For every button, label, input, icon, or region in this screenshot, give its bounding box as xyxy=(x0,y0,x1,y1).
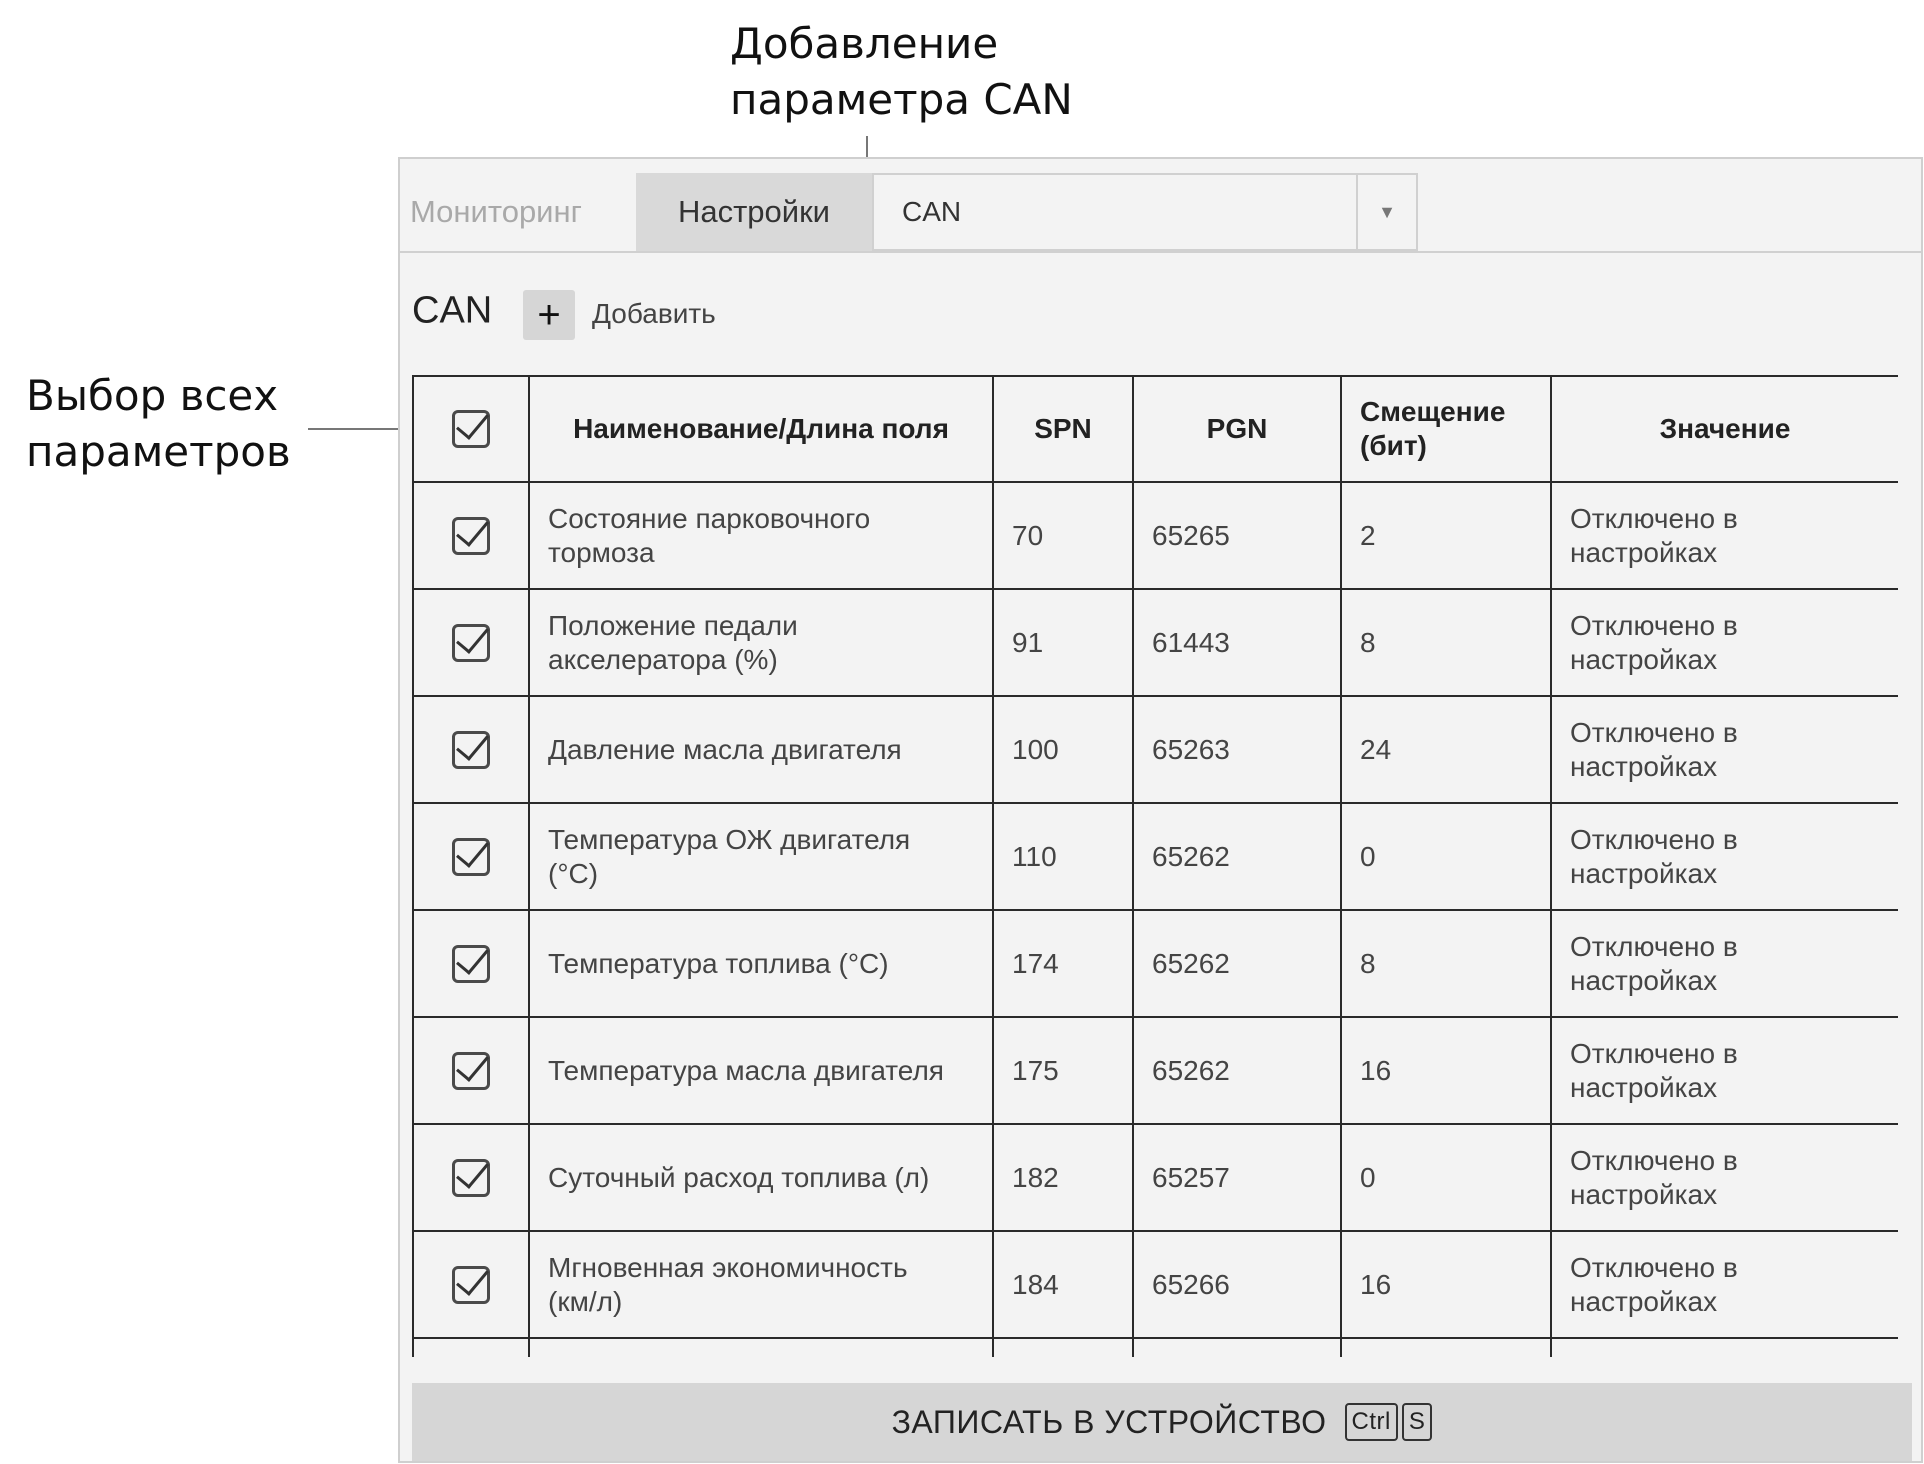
cell-empty xyxy=(993,1338,1133,1357)
add-parameter-label[interactable]: Добавить xyxy=(592,298,716,329)
row-checkbox-cell xyxy=(413,1017,529,1124)
table-row[interactable] xyxy=(413,910,1898,1017)
cell-spn: 174 xyxy=(993,910,1133,1017)
cell-spn: 100 xyxy=(993,696,1133,803)
tab-monitoring[interactable]: Мониторинг xyxy=(410,194,582,229)
column-header-pgn: PGN xyxy=(1133,376,1341,482)
table-row[interactable] xyxy=(413,1338,1898,1357)
table-row[interactable] xyxy=(413,1124,1898,1231)
cell-value xyxy=(1551,696,1898,803)
cell-shift: 24 xyxy=(1341,696,1551,803)
table-row[interactable] xyxy=(413,1017,1898,1124)
footer-bar xyxy=(400,1359,1921,1463)
section-select[interactable] xyxy=(872,173,1418,251)
row-checkbox[interactable] xyxy=(452,1159,490,1197)
table-row[interactable] xyxy=(413,589,1898,696)
cell-spn: 184 xyxy=(993,1231,1133,1338)
shortcut-key-s: S xyxy=(1402,1403,1433,1441)
can-parameters-table-container xyxy=(412,375,1898,1357)
cell-name xyxy=(529,482,993,589)
cell-pgn: 65262 xyxy=(1133,910,1341,1017)
shortcut-key-ctrl: Ctrl xyxy=(1345,1403,1398,1441)
cell-shift: 16 xyxy=(1341,1231,1551,1338)
cell-name xyxy=(529,589,993,696)
column-header-spn: SPN xyxy=(993,376,1133,482)
cell-name-line: Температура ОЖ двигателя xyxy=(548,823,911,855)
row-checkbox-cell xyxy=(413,482,529,589)
cell-value-line: Отключено в xyxy=(1570,1037,1738,1069)
cell-pgn: 65266 xyxy=(1133,1231,1341,1338)
cell-value-line: Отключено в xyxy=(1570,1251,1738,1283)
annotation-line: Добавление xyxy=(730,19,999,68)
cell-value-line: настройках xyxy=(1570,536,1718,568)
annotation-line: Выбор всех xyxy=(26,371,279,420)
select-all-cell xyxy=(413,376,529,482)
cell-pgn: 65257 xyxy=(1133,1124,1341,1231)
write-to-device-button[interactable] xyxy=(412,1383,1912,1461)
cell-empty xyxy=(413,1338,529,1357)
cell-value-line: настройках xyxy=(1570,750,1718,782)
cell-empty xyxy=(1551,1338,1898,1357)
cell-value-line: настройках xyxy=(1570,857,1718,889)
cell-shift: 0 xyxy=(1341,803,1551,910)
row-checkbox-cell xyxy=(413,1231,529,1338)
cell-value-line: настройках xyxy=(1570,1178,1718,1210)
cell-name xyxy=(529,1231,993,1338)
cell-pgn: 65262 xyxy=(1133,1017,1341,1124)
cell-name-line: Температура масла двигателя xyxy=(548,1054,944,1086)
cell-pgn: 65263 xyxy=(1133,696,1341,803)
cell-value xyxy=(1551,482,1898,589)
cell-name-line: Температура топлива (°C) xyxy=(548,947,889,979)
cell-spn: 182 xyxy=(993,1124,1133,1231)
row-checkbox[interactable] xyxy=(452,624,490,662)
row-checkbox-cell xyxy=(413,589,529,696)
annotation-line: параметров xyxy=(26,427,291,476)
row-checkbox[interactable] xyxy=(452,838,490,876)
cell-value-line: Отключено в xyxy=(1570,609,1738,641)
cell-value-line: Отключено в xyxy=(1570,502,1738,534)
cell-spn: 110 xyxy=(993,803,1133,910)
cell-pgn: 65262 xyxy=(1133,803,1341,910)
cell-name xyxy=(529,696,993,803)
plus-icon: + xyxy=(537,293,561,337)
cell-value-line: настройках xyxy=(1570,1285,1718,1317)
cell-pgn: 61443 xyxy=(1133,589,1341,696)
tab-settings[interactable]: Настройки xyxy=(636,173,872,251)
cell-value xyxy=(1551,1231,1898,1338)
can-settings-panel xyxy=(398,157,1923,1463)
write-to-device-label: ЗАПИСАТЬ В УСТРОЙСТВО xyxy=(891,1403,1327,1440)
cell-shift: 2 xyxy=(1341,482,1551,589)
tab-bar xyxy=(400,173,1921,251)
cell-name-line: Мгновенная экономичность xyxy=(548,1251,908,1283)
cell-value xyxy=(1551,910,1898,1017)
cell-name-line: тормоза xyxy=(548,536,655,568)
cell-pgn: 65265 xyxy=(1133,482,1341,589)
row-checkbox[interactable] xyxy=(452,1266,490,1304)
cell-name xyxy=(529,910,993,1017)
cell-name-line: (°C) xyxy=(548,857,599,889)
cell-spn: 175 xyxy=(993,1017,1133,1124)
add-parameter-button[interactable] xyxy=(523,290,575,340)
cell-value-line: Отключено в xyxy=(1570,930,1738,962)
cell-spn: 70 xyxy=(993,482,1133,589)
tab-divider xyxy=(400,251,1921,253)
cell-name-line: акселератора (%) xyxy=(548,643,778,675)
table-row[interactable] xyxy=(413,1231,1898,1338)
cell-shift: 0 xyxy=(1341,1124,1551,1231)
cell-shift: 8 xyxy=(1341,589,1551,696)
cell-value-line: настройках xyxy=(1570,964,1718,996)
cell-value-line: Отключено в xyxy=(1570,1144,1738,1176)
row-checkbox[interactable] xyxy=(452,1052,490,1090)
column-header-name: Наименование/Длина поля xyxy=(529,376,993,482)
column-header-value: Значение xyxy=(1551,376,1898,482)
cell-value xyxy=(1551,1017,1898,1124)
cell-value xyxy=(1551,589,1898,696)
table-header-row xyxy=(413,376,1898,482)
cell-value-line: настройках xyxy=(1570,643,1718,675)
cell-value xyxy=(1551,803,1898,910)
cell-spn: 91 xyxy=(993,589,1133,696)
table-row[interactable] xyxy=(413,696,1898,803)
cell-name xyxy=(529,1017,993,1124)
cell-value xyxy=(1551,1124,1898,1231)
cell-empty xyxy=(1133,1338,1341,1357)
row-checkbox-cell xyxy=(413,1124,529,1231)
column-header-shift xyxy=(1341,376,1551,482)
cell-name-line: Положение педали xyxy=(548,609,798,641)
row-checkbox[interactable] xyxy=(452,945,490,983)
cell-empty xyxy=(1341,1338,1551,1357)
cell-value-line: Отключено в xyxy=(1570,716,1738,748)
can-parameters-table xyxy=(412,375,1898,1357)
section-select-value: CAN xyxy=(902,196,962,227)
cell-shift: 16 xyxy=(1341,1017,1551,1124)
cell-name-line: Состояние парковочного xyxy=(548,502,871,534)
cell-name xyxy=(529,803,993,910)
cell-value-line: Отключено в xyxy=(1570,823,1738,855)
select-all-checkbox[interactable] xyxy=(452,410,490,448)
cell-name-line: Давление масла двигателя xyxy=(548,733,902,765)
cell-empty xyxy=(529,1338,993,1357)
cell-name-line: Суточный расход топлива (л) xyxy=(548,1161,930,1193)
annotation-add-param xyxy=(730,16,1073,128)
row-checkbox-cell xyxy=(413,910,529,1017)
annotation-line: параметра CAN xyxy=(730,75,1073,124)
cell-name xyxy=(529,1124,993,1231)
section-title: CAN xyxy=(412,289,493,332)
row-checkbox-cell xyxy=(413,696,529,803)
row-checkbox[interactable] xyxy=(452,517,490,555)
table-row[interactable] xyxy=(413,482,1898,589)
row-checkbox-cell xyxy=(413,803,529,910)
table-row[interactable] xyxy=(413,803,1898,910)
cell-name-line: (км/л) xyxy=(548,1285,623,1317)
dropdown-arrow-icon[interactable]: ▼ xyxy=(1356,175,1416,249)
column-header-shift-line: (бит) xyxy=(1360,430,1427,461)
cell-value-line: настройках xyxy=(1570,1071,1718,1103)
annotation-select-all xyxy=(26,368,291,480)
column-header-shift-line: Смещение xyxy=(1360,396,1506,427)
cell-shift: 8 xyxy=(1341,910,1551,1017)
row-checkbox[interactable] xyxy=(452,731,490,769)
